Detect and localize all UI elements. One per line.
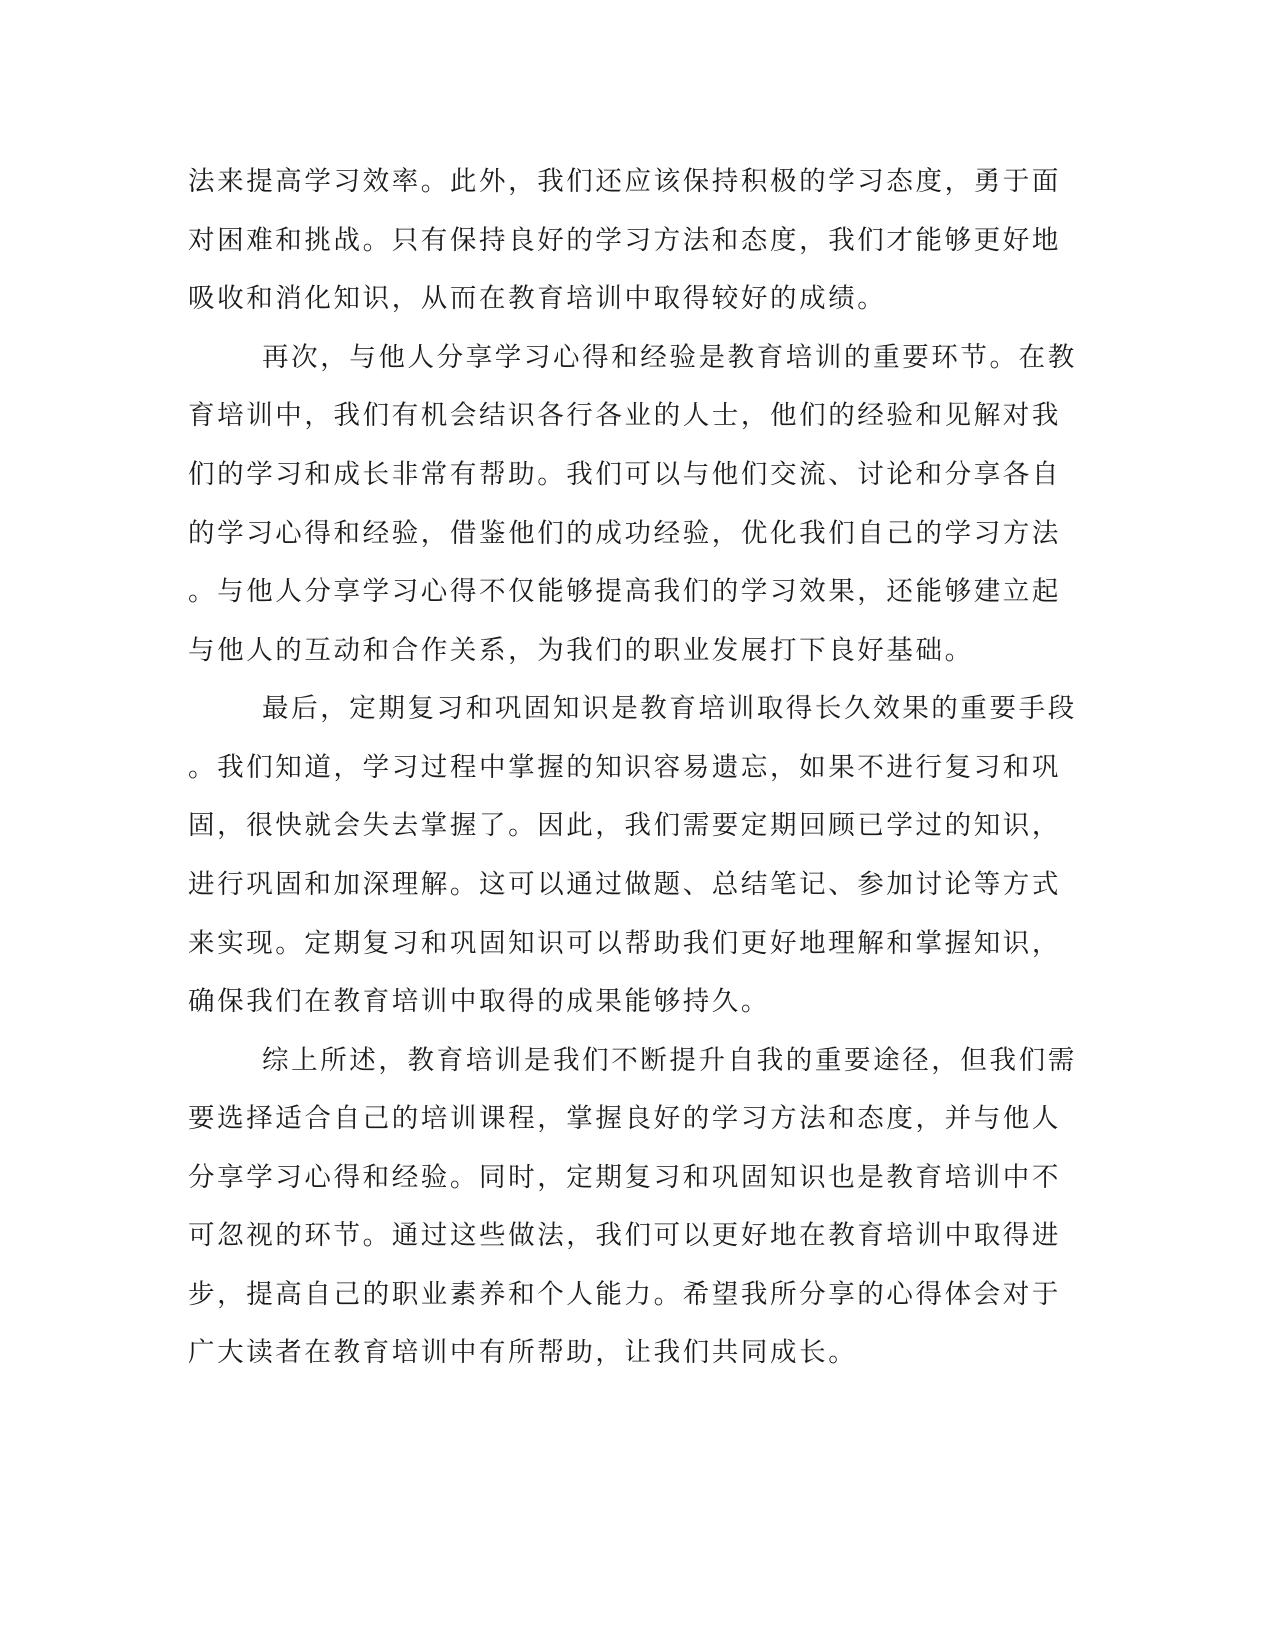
paragraph-first-line: 再次，与他人分享学习心得和经验是教育培训的重要环节。在教: [262, 342, 1077, 373]
text-line: 广大读者在教育培训中有所帮助，让我们共同成长。: [188, 1337, 858, 1368]
text-line: 的学习心得和经验，借鉴他们的成功经验，优化我们自己的学习方法: [188, 518, 1061, 549]
text-line: 要选择适合自己的培训课程，掌握良好的学习方法和态度，并与他人: [188, 1103, 1061, 1134]
text-line: 育培训中，我们有机会结识各行各业的人士，他们的经验和见解对我: [188, 400, 1061, 431]
text-line: 分享学习心得和经验。同时，定期复习和巩固知识也是教育培训中不: [188, 1162, 1061, 1193]
text-line: 对困难和挑战。只有保持良好的学习方法和态度，我们才能够更好地: [188, 225, 1061, 256]
text-line: 们的学习和成长非常有帮助。我们可以与他们交流、讨论和分享各自: [188, 459, 1061, 490]
text-line: 步，提高自己的职业素养和个人能力。希望我所分享的心得体会对于: [188, 1279, 1061, 1310]
paragraph-first-line: 综上所述，教育培训是我们不断提升自我的重要途径，但我们需: [262, 1045, 1077, 1076]
paragraph-first-line: 最后，定期复习和巩固知识是教育培训取得长久效果的重要手段: [262, 693, 1077, 724]
text-line: 法来提高学习效率。此外，我们还应该保持积极的学习态度，勇于面: [188, 166, 1061, 197]
text-line: 。我们知道，学习过程中掌握的知识容易遗忘，如果不进行复习和巩: [188, 752, 1061, 783]
text-line: 来实现。定期复习和巩固知识可以帮助我们更好地理解和掌握知识，: [188, 928, 1061, 959]
text-line: 进行巩固和加深理解。这可以通过做题、总结笔记、参加讨论等方式: [188, 869, 1061, 900]
text-line: 与他人的互动和合作关系，为我们的职业发展打下良好基础。: [188, 635, 974, 666]
text-line: 固，很快就会失去掌握了。因此，我们需要定期回顾已学过的知识，: [188, 810, 1061, 841]
text-line: 。与他人分享学习心得不仅能够提高我们的学习效果，还能够建立起: [188, 576, 1061, 607]
text-line: 可忽视的环节。通过这些做法，我们可以更好地在教育培训中取得进: [188, 1220, 1061, 1251]
text-line: 吸收和消化知识，从而在教育培训中取得较好的成绩。: [188, 283, 887, 314]
text-line: 确保我们在教育培训中取得的成果能够持久。: [188, 986, 770, 1017]
